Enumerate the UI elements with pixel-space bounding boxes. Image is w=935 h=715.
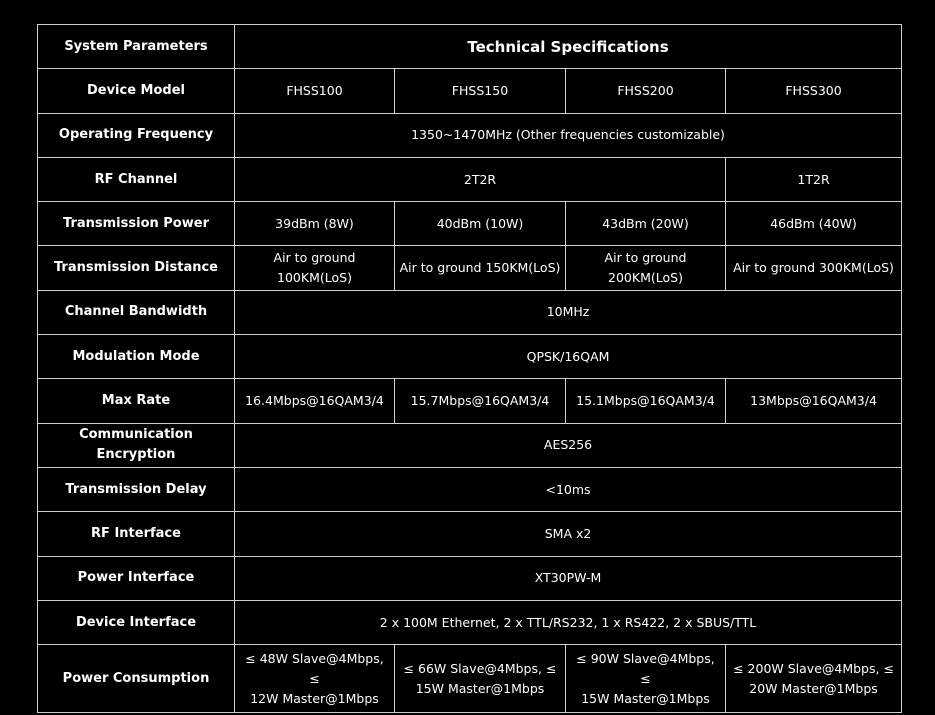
rf-channel-value-main: 2T2R xyxy=(235,157,726,201)
transmission-delay-label: Transmission Delay xyxy=(38,467,235,511)
header-spec-label: Technical Specifications xyxy=(235,25,902,69)
row-operating-frequency xyxy=(38,113,902,157)
power-consumption-value-4-line1: ≤ 200W Slave@4Mbps, ≤ xyxy=(733,660,894,676)
max-rate-value-3: 15.1Mbps@16QAM3/4 xyxy=(566,379,726,423)
row-transmission-delay xyxy=(38,467,902,511)
transmission-delay-value: <10ms xyxy=(235,467,902,511)
row-rf-channel xyxy=(38,157,902,201)
operating-frequency-label: Operating Frequency xyxy=(38,113,235,157)
transmission-distance-value-2-line1: Air to ground 150KM(LoS) xyxy=(399,260,561,276)
rf-channel-value-fhss300: 1T2R xyxy=(726,157,902,201)
rf-interface-label: RF Interface xyxy=(38,512,235,556)
spec-table xyxy=(37,24,902,713)
device-model-value-4: FHSS300 xyxy=(726,69,902,113)
device-model-value-3: FHSS200 xyxy=(566,69,726,113)
communication-encryption-label: Communication Encryption xyxy=(38,423,235,467)
max-rate-value-1: 16.4Mbps@16QAM3/4 xyxy=(235,379,395,423)
power-consumption-label: Power Consumption xyxy=(38,645,235,713)
modulation-mode-value: QPSK/16QAM xyxy=(235,335,902,379)
transmission-distance-label: Transmission Distance xyxy=(38,246,235,290)
max-rate-value-4: 13Mbps@16QAM3/4 xyxy=(726,379,902,423)
power-consumption-value-1 xyxy=(235,645,395,713)
power-consumption-value-1-line2: 12W Master@1Mbps xyxy=(250,690,379,706)
row-power-interface xyxy=(38,556,902,600)
row-transmission-distance xyxy=(38,246,902,290)
power-consumption-value-2-line1: ≤ 66W Slave@4Mbps, ≤ xyxy=(403,660,557,676)
row-channel-bandwidth xyxy=(38,290,902,334)
transmission-distance-value-4 xyxy=(726,246,902,290)
transmission-distance-value-1-line2: 100KM(LoS) xyxy=(277,270,352,286)
power-consumption-value-4-line2: 20W Master@1Mbps xyxy=(749,680,878,696)
device-model-value-2: FHSS150 xyxy=(395,69,566,113)
transmission-power-value-2: 40dBm (10W) xyxy=(395,202,566,246)
power-consumption-value-2-line2: 15W Master@1Mbps xyxy=(415,680,545,696)
device-model-label: Device Model xyxy=(38,69,235,113)
row-rf-interface xyxy=(38,512,902,556)
header-row xyxy=(38,25,902,69)
transmission-distance-value-1 xyxy=(235,246,395,290)
device-interface-value: 2 x 100M Ethernet, 2 x TTL/RS232, 1 x RS422, 2 x SBUS/TTL xyxy=(235,600,902,644)
row-max-rate xyxy=(38,379,902,423)
device-model-value-1: FHSS100 xyxy=(235,69,395,113)
power-interface-value: XT30PW-M xyxy=(235,556,902,600)
power-consumption-value-3 xyxy=(566,645,726,713)
transmission-distance-value-3-line2: 200KM(LoS) xyxy=(608,270,683,286)
transmission-distance-value-1-line1: Air to ground xyxy=(273,250,356,266)
transmission-distance-value-3 xyxy=(566,246,726,290)
modulation-mode-label: Modulation Mode xyxy=(38,335,235,379)
device-interface-label: Device Interface xyxy=(38,600,235,644)
row-power-consumption xyxy=(38,645,902,713)
transmission-distance-value-2 xyxy=(395,246,566,290)
row-modulation-mode xyxy=(38,335,902,379)
transmission-power-label: Transmission Power xyxy=(38,202,235,246)
operating-frequency-value: 1350~1470MHz (Other frequencies customizable) xyxy=(235,113,902,157)
max-rate-label: Max Rate xyxy=(38,379,235,423)
row-device-interface xyxy=(38,600,902,644)
rf-interface-value: SMA x2 xyxy=(235,512,902,556)
channel-bandwidth-value: 10MHz xyxy=(235,290,902,334)
row-transmission-power xyxy=(38,202,902,246)
transmission-power-value-4: 46dBm (40W) xyxy=(726,202,902,246)
channel-bandwidth-label: Channel Bandwidth xyxy=(38,290,235,334)
power-consumption-value-1-line1: ≤ 48W Slave@4Mbps, ≤ xyxy=(245,650,384,686)
power-consumption-value-3-line1: ≤ 90W Slave@4Mbps, ≤ xyxy=(576,650,715,686)
row-device-model xyxy=(38,69,902,113)
header-param-label: System Parameters xyxy=(38,25,235,69)
max-rate-value-2: 15.7Mbps@16QAM3/4 xyxy=(395,379,566,423)
transmission-power-value-3: 43dBm (20W) xyxy=(566,202,726,246)
transmission-distance-value-4-line1: Air to ground 300KM(LoS) xyxy=(733,260,894,276)
transmission-distance-value-3-line1: Air to ground xyxy=(604,250,687,266)
row-communication-encryption xyxy=(38,423,902,467)
power-consumption-value-2 xyxy=(395,645,566,713)
communication-encryption-value: AES256 xyxy=(235,423,902,467)
rf-channel-label: RF Channel xyxy=(38,157,235,201)
transmission-power-value-1: 39dBm (8W) xyxy=(235,202,395,246)
power-consumption-value-3-line2: 15W Master@1Mbps xyxy=(581,690,710,706)
power-interface-label: Power Interface xyxy=(38,556,235,600)
power-consumption-value-4 xyxy=(726,645,902,713)
